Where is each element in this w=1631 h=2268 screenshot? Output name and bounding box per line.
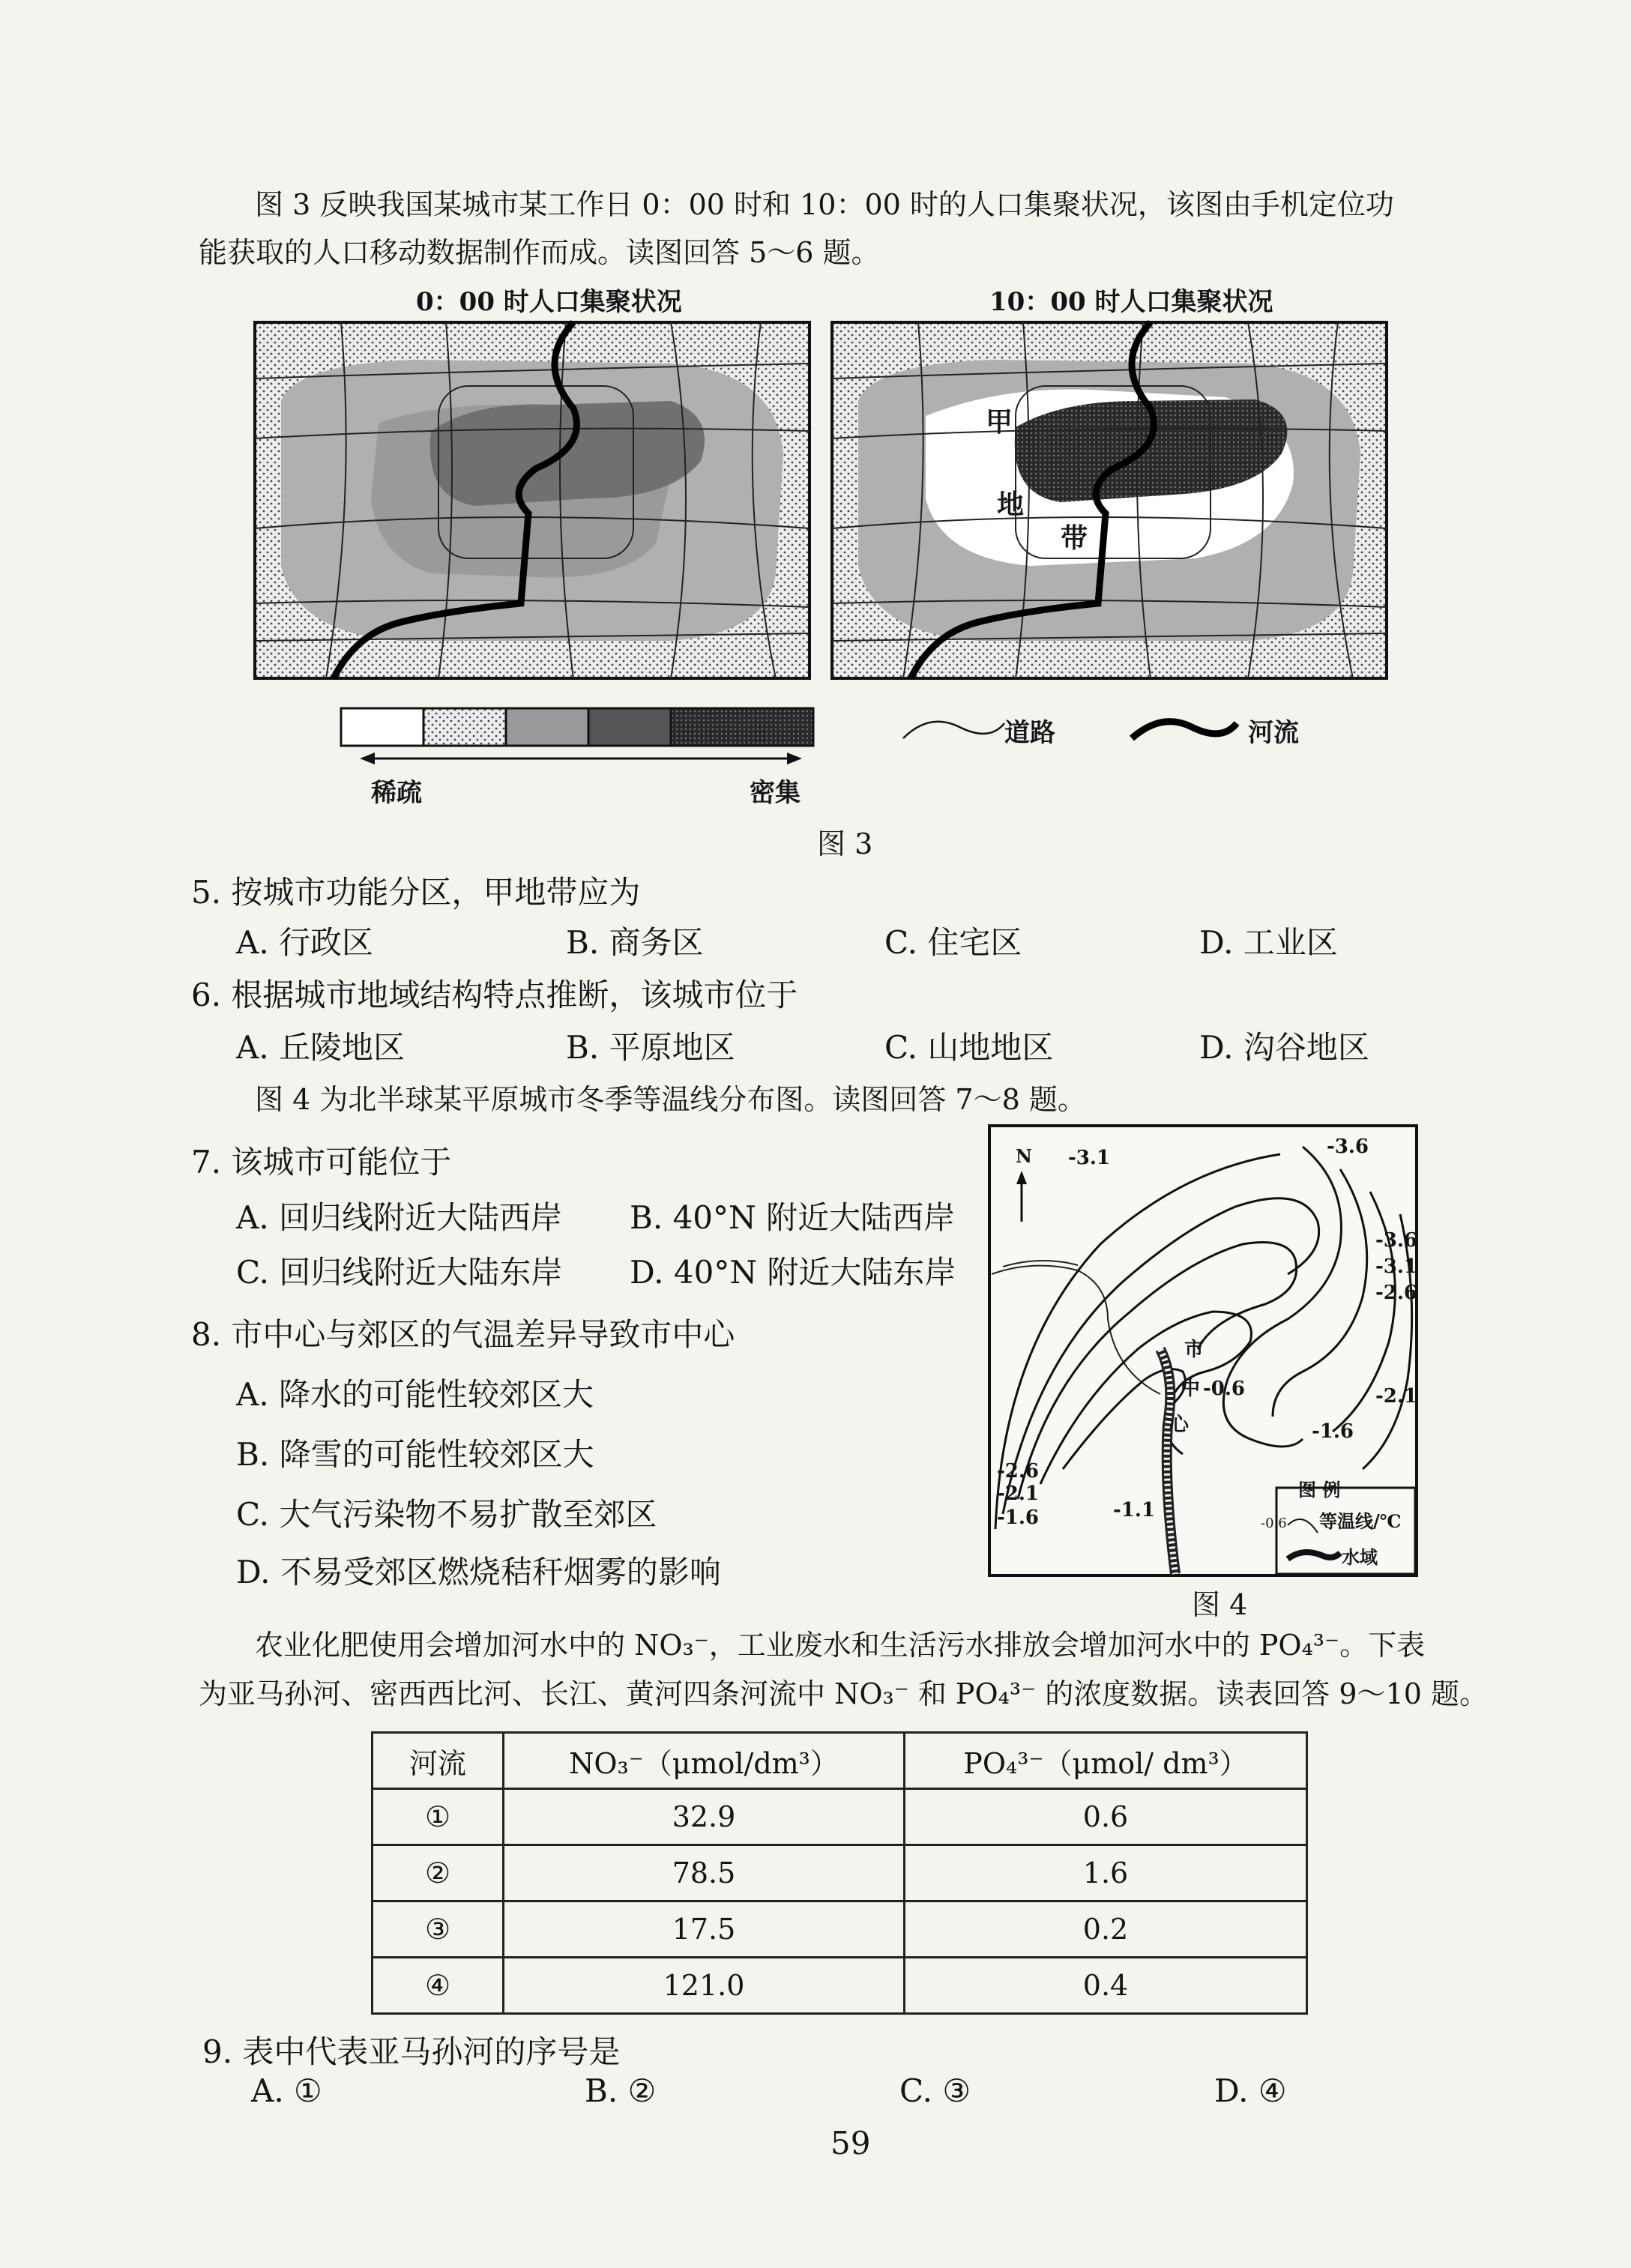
fig4-caption: 图 4 <box>1192 1588 1248 1621</box>
table-row <box>373 1845 1307 1901</box>
iso-label-10: -1.6 <box>997 1507 1040 1529</box>
header-no3: NO₃⁻（μmol/dm³） <box>504 1733 905 1789</box>
q9-stem: 9. 表中代表亚马孙河的序号是 <box>202 2033 621 2070</box>
cell-no3: 17.5 <box>504 1901 905 1958</box>
legend-road: 道路 <box>1004 718 1055 748</box>
q6-stem: 6. 根据城市地域结构特点推断，该城市位于 <box>191 977 798 1013</box>
city-char-0: 市 <box>1184 1339 1205 1361</box>
fig4-legend-water: 水域 <box>1342 1546 1378 1568</box>
map-1000 <box>832 322 1387 678</box>
cell-river: ② <box>373 1845 504 1901</box>
cell-no3: 78.5 <box>504 1845 905 1901</box>
q8-stem: 8. 市中心与郊区的气温差异导致市中心 <box>191 1316 735 1353</box>
label-di: 地 <box>997 489 1025 520</box>
q7-option-b: B. 40°N 附近大陆西岸 <box>630 1199 956 1236</box>
q9-option-c: C. ③ <box>899 2072 971 2109</box>
q7-option-a: A. 回归线附近大陆西岸 <box>236 1199 563 1236</box>
fig3-title-right: 10：00 时人口集聚状况 <box>989 287 1273 317</box>
q8-option-d: D. 不易受郊区燃烧秸秆烟雾的影响 <box>236 1554 721 1590</box>
legend-river: 河流 <box>1248 718 1299 748</box>
cell-no3: 121.0 <box>504 1958 905 2014</box>
iso-label-8: -2.6 <box>997 1460 1040 1483</box>
cell-po4: 0.2 <box>905 1901 1307 1958</box>
fig3-title-left: 0：00 时人口集聚状况 <box>416 287 682 317</box>
north-label: N <box>1016 1145 1032 1167</box>
label-jia: 甲 <box>986 406 1013 438</box>
cell-river: ③ <box>373 1901 504 1958</box>
intro-fig4: 图 4 为北半球某平原城市冬季等温线分布图。读图回答 7～8 题。 <box>255 1083 1086 1116</box>
fig4-legend-sample: -0.6 <box>1261 1515 1287 1531</box>
fig3-maps <box>251 319 1390 686</box>
fig4-legend-title: 图 例 <box>1298 1479 1341 1501</box>
q5-option-c: C. 住宅区 <box>884 924 1022 961</box>
cell-po4: 1.6 <box>905 1845 1307 1901</box>
q9-option-a: A. ① <box>251 2072 322 2109</box>
q7-option-d: D. 40°N 附近大陆东岸 <box>630 1254 956 1291</box>
iso-label-2: -3.6 <box>1375 1229 1418 1252</box>
q8-option-b: B. 降雪的可能性较郊区大 <box>236 1436 594 1473</box>
city-char-2: 心 <box>1169 1414 1190 1436</box>
fig4-legend-iso: 等温线/℃ <box>1319 1510 1402 1532</box>
q6-option-c: C. 山地地区 <box>884 1029 1054 1066</box>
header-po4: PO₄³⁻（μmol/ dm³） <box>905 1733 1307 1789</box>
fig3-caption: 图 3 <box>817 827 873 860</box>
river-concentration-table <box>371 1731 1308 2015</box>
table-row <box>373 1789 1307 1845</box>
cell-river: ④ <box>373 1958 504 2014</box>
cell-po4: 0.4 <box>905 1958 1307 2014</box>
road-river-legend <box>899 708 1244 753</box>
intro-fig3-line1: 图 3 反映我国某城市某工作日 0：00 时和 10：00 时的人口集聚状况，该图由手机定位功 <box>255 188 1394 221</box>
iso-label-7: -0.6 <box>1203 1378 1246 1400</box>
table-header-row <box>373 1733 1307 1789</box>
q6-option-d: D. 沟谷地区 <box>1199 1029 1369 1066</box>
iso-label-6: -1.6 <box>1312 1420 1354 1443</box>
intro-table-line2: 为亚马孙河、密西西比河、长江、黄河四条河流中 NO₃⁻ 和 PO₄³⁻ 的浓度数据。读表回答 9～10 题。 <box>199 1677 1488 1710</box>
page-number: 59 <box>830 2125 871 2162</box>
iso-label-11: -1.1 <box>1113 1499 1156 1521</box>
iso-label-5: -2.1 <box>1375 1385 1418 1408</box>
q5-option-d: D. 工业区 <box>1199 924 1338 961</box>
city-char-1: 中 <box>1181 1378 1201 1400</box>
q5-option-b: B. 商务区 <box>566 924 704 961</box>
q7-option-c: C. 回归线附近大陆东岸 <box>236 1254 563 1291</box>
iso-label-1: -3.6 <box>1327 1135 1369 1158</box>
q7-stem: 7. 该城市可能位于 <box>191 1144 452 1180</box>
q9-option-b: B. ② <box>585 2072 657 2109</box>
q9-option-d: D. ④ <box>1214 2072 1287 2109</box>
iso-label-4: -2.6 <box>1375 1282 1418 1304</box>
legend-dense: 密集 <box>750 778 801 808</box>
density-legend <box>337 705 824 764</box>
legend-sparse: 稀疏 <box>371 778 422 808</box>
iso-label-9: -2.1 <box>997 1483 1040 1505</box>
q8-option-a: A. 降水的可能性较郊区大 <box>236 1376 594 1413</box>
cell-river: ① <box>373 1789 504 1845</box>
table-row <box>373 1958 1307 2014</box>
table-row <box>373 1901 1307 1958</box>
q6-option-b: B. 平原地区 <box>566 1029 735 1066</box>
cell-po4: 0.6 <box>905 1789 1307 1845</box>
q5-option-a: A. 行政区 <box>236 924 374 961</box>
iso-label-0: -3.1 <box>1068 1147 1111 1169</box>
header-river: 河流 <box>373 1733 504 1789</box>
map-0000 <box>255 322 810 678</box>
iso-label-3: -3.1 <box>1375 1255 1418 1278</box>
label-dai: 带 <box>1061 522 1088 554</box>
cell-no3: 32.9 <box>504 1789 905 1845</box>
q5-stem: 5. 按城市功能分区，甲地带应为 <box>191 874 641 911</box>
q6-option-a: A. 丘陵地区 <box>236 1029 406 1066</box>
intro-fig3-line2: 能获取的人口移动数据制作而成。读图回答 5～6 题。 <box>199 236 880 269</box>
q8-option-c: C. 大气污染物不易扩散至郊区 <box>236 1496 657 1533</box>
intro-table-line1: 农业化肥使用会增加河水中的 NO₃⁻，工业废水和生活污水排放会增加河水中的 PO₄³⁻。下表 <box>255 1629 1426 1662</box>
